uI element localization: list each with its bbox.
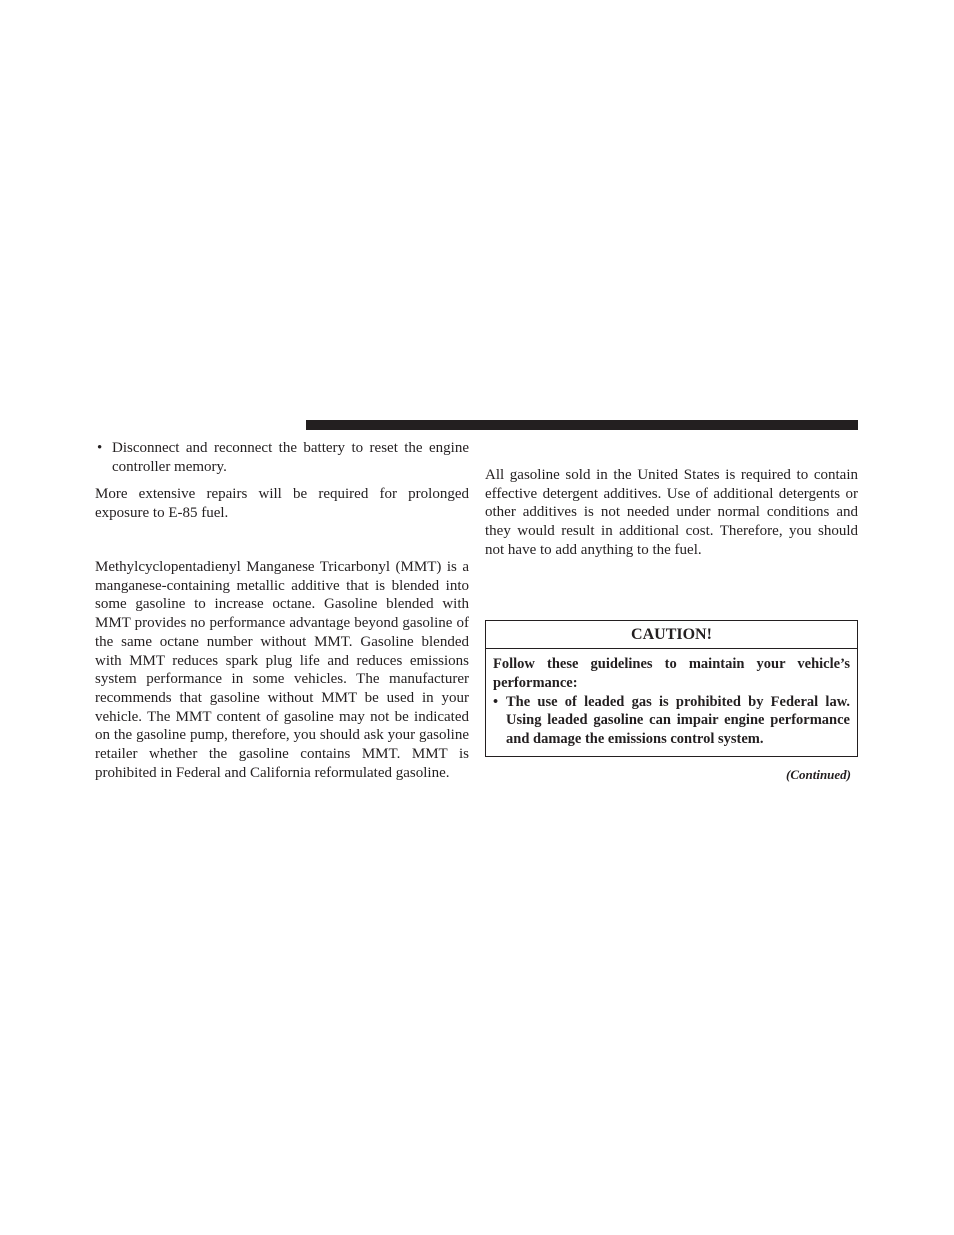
- right-paragraph-detergents: All gasoline sold in the United States is required to contain effective detergent additives. Use of additional detergents or other additives is not needed under normal conditions and they would result in additional cost. Therefore, you should not have to add anything to the fuel.: [485, 467, 858, 558]
- header-rule: [306, 420, 858, 430]
- left-bullet-item: [95, 439, 469, 476]
- caution-bullet-text: The use of leaded gas is prohibited by Federal law. Using leaded gasoline can impair engine performance and damage the emissions control system.: [506, 693, 850, 748]
- caution-intro: Follow these guidelines to maintain your vehicle’s performance:: [493, 656, 850, 691]
- bullet-glyph: •: [97, 440, 103, 456]
- left-paragraph-1: More extensive repairs will be required for prolonged exposure to E-85 fuel.: [95, 486, 469, 521]
- caution-bullet-item: [493, 693, 850, 749]
- caution-body: [486, 649, 857, 749]
- caution-box: [485, 620, 858, 757]
- bullet-glyph: •: [493, 693, 499, 710]
- left-bullet-text: Disconnect and reconnect the battery to reset the engine controller memory.: [112, 440, 469, 475]
- left-paragraph-mmt: Methylcyclopentadienyl Manganese Tricarbonyl (MMT) is a manganese-containing metallic additive that is blended into some gasoline to increase octane. Gasoline blended with MMT provides no performance advantage beyond gasoline of the same octane number without MMT. Gasoline blended with MMT reduces spark plug life and reduces emissions system performance in some vehicles. The manufacturer recommends that gasoline without MMT be used in your vehicle. The MMT content of gasoline may not be indicated on the gasoline pump, therefore, you should ask your gasoline retailer whether the gasoline contains MMT. MMT is prohibited in Federal and California reformulated gasoline.: [95, 559, 469, 781]
- caution-title: CAUTION!: [486, 621, 857, 649]
- continued-label: (Continued): [785, 767, 851, 782]
